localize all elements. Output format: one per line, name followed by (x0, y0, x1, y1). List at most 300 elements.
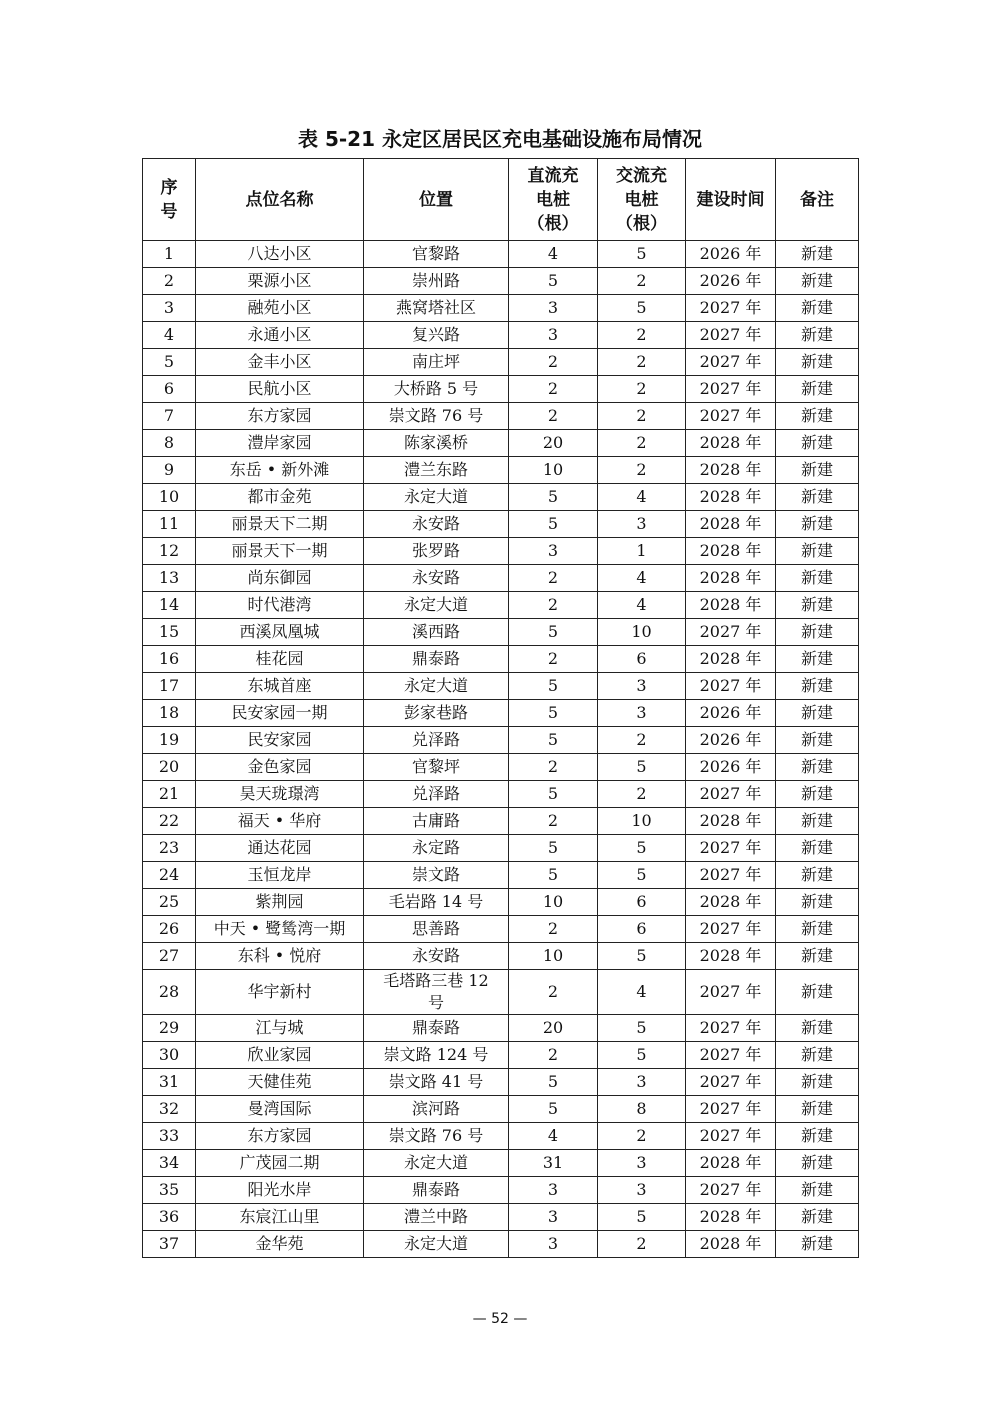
cell-ac: 3 (598, 700, 686, 727)
cell-note: 新建 (776, 565, 859, 592)
cell-location: 永定大道 (364, 1231, 509, 1258)
cell-time: 2027 年 (686, 1069, 776, 1096)
cell-note: 新建 (776, 673, 859, 700)
cell-no: 32 (143, 1096, 196, 1123)
cell-note: 新建 (776, 1231, 859, 1258)
cell-time: 2027 年 (686, 862, 776, 889)
cell-time: 2026 年 (686, 700, 776, 727)
cell-name: 金色家园 (196, 754, 364, 781)
cell-note: 新建 (776, 1204, 859, 1231)
cell-name: 天健佳苑 (196, 1069, 364, 1096)
table-body (143, 241, 859, 1258)
cell-location: 崇文路 76 号 (364, 403, 509, 430)
table-row (143, 889, 859, 916)
cell-note: 新建 (776, 619, 859, 646)
cell-note: 新建 (776, 862, 859, 889)
cell-location: 彭家巷路 (364, 700, 509, 727)
header-note: 备注 (776, 159, 859, 241)
cell-time: 2027 年 (686, 619, 776, 646)
cell-note: 新建 (776, 268, 859, 295)
cell-note: 新建 (776, 457, 859, 484)
page-number: — 52 — (472, 1311, 528, 1327)
cell-name: 东方家园 (196, 403, 364, 430)
table-row (143, 430, 859, 457)
cell-name: 广茂园二期 (196, 1150, 364, 1177)
cell-location: 官黎坪 (364, 754, 509, 781)
cell-dc: 5 (509, 1096, 598, 1123)
cell-no: 14 (143, 592, 196, 619)
cell-name: 澧岸家园 (196, 430, 364, 457)
cell-ac: 5 (598, 835, 686, 862)
cell-ac: 2 (598, 430, 686, 457)
cell-time: 2027 年 (686, 295, 776, 322)
cell-dc: 2 (509, 565, 598, 592)
cell-no: 5 (143, 349, 196, 376)
cell-dc: 2 (509, 1042, 598, 1069)
cell-ac: 4 (598, 592, 686, 619)
cell-name: 江与城 (196, 1015, 364, 1042)
cell-time: 2027 年 (686, 322, 776, 349)
cell-dc: 2 (509, 403, 598, 430)
cell-dc: 2 (509, 970, 598, 1015)
table-row (143, 808, 859, 835)
table-row (143, 376, 859, 403)
cell-time: 2028 年 (686, 511, 776, 538)
cell-ac: 2 (598, 322, 686, 349)
cell-note: 新建 (776, 484, 859, 511)
table-header-row (143, 159, 859, 241)
table-row (143, 781, 859, 808)
cell-ac: 2 (598, 376, 686, 403)
cell-no: 16 (143, 646, 196, 673)
cell-name: 东宸江山里 (196, 1204, 364, 1231)
cell-time: 2026 年 (686, 754, 776, 781)
cell-location: 大桥路 5 号 (364, 376, 509, 403)
cell-dc: 5 (509, 484, 598, 511)
table-row (143, 1204, 859, 1231)
table-row (143, 646, 859, 673)
cell-dc: 20 (509, 430, 598, 457)
header-dc: 直流充电桩（根） (509, 159, 598, 241)
cell-time: 2028 年 (686, 1231, 776, 1258)
cell-time: 2027 年 (686, 835, 776, 862)
cell-name: 阳光水岸 (196, 1177, 364, 1204)
table-row (143, 403, 859, 430)
cell-location: 陈家溪桥 (364, 430, 509, 457)
cell-dc: 10 (509, 889, 598, 916)
cell-name: 丽景天下一期 (196, 538, 364, 565)
cell-ac: 2 (598, 1123, 686, 1150)
cell-ac: 1 (598, 538, 686, 565)
cell-time: 2027 年 (686, 781, 776, 808)
cell-time: 2027 年 (686, 673, 776, 700)
cell-dc: 20 (509, 1015, 598, 1042)
cell-time: 2027 年 (686, 376, 776, 403)
cell-note: 新建 (776, 1069, 859, 1096)
cell-location: 兑泽路 (364, 781, 509, 808)
cell-location: 鼎泰路 (364, 1177, 509, 1204)
table-row (143, 1231, 859, 1258)
header-location: 位置 (364, 159, 509, 241)
cell-time: 2027 年 (686, 1096, 776, 1123)
cell-note: 新建 (776, 700, 859, 727)
cell-dc: 5 (509, 835, 598, 862)
cell-no: 26 (143, 916, 196, 943)
cell-name: 尚东御园 (196, 565, 364, 592)
cell-no: 31 (143, 1069, 196, 1096)
cell-name: 昊天珑璟湾 (196, 781, 364, 808)
cell-note: 新建 (776, 403, 859, 430)
cell-location: 崇文路 76 号 (364, 1123, 509, 1150)
cell-dc: 5 (509, 781, 598, 808)
cell-no: 3 (143, 295, 196, 322)
table-row (143, 295, 859, 322)
cell-dc: 2 (509, 592, 598, 619)
header-ac: 交流充电桩（根） (598, 159, 686, 241)
cell-location: 崇文路 (364, 862, 509, 889)
cell-no: 24 (143, 862, 196, 889)
cell-name: 东方家园 (196, 1123, 364, 1150)
cell-dc: 5 (509, 1069, 598, 1096)
table-row (143, 862, 859, 889)
cell-ac: 2 (598, 781, 686, 808)
cell-dc: 2 (509, 376, 598, 403)
cell-location: 崇文路 41 号 (364, 1069, 509, 1096)
cell-location: 兑泽路 (364, 727, 509, 754)
cell-no: 20 (143, 754, 196, 781)
cell-name: 桂花园 (196, 646, 364, 673)
cell-note: 新建 (776, 835, 859, 862)
cell-time: 2028 年 (686, 565, 776, 592)
cell-dc: 4 (509, 1123, 598, 1150)
cell-dc: 2 (509, 916, 598, 943)
cell-ac: 4 (598, 565, 686, 592)
cell-no: 7 (143, 403, 196, 430)
cell-time: 2028 年 (686, 592, 776, 619)
cell-dc: 5 (509, 862, 598, 889)
cell-name: 华宇新村 (196, 970, 364, 1015)
cell-ac: 2 (598, 349, 686, 376)
cell-ac: 5 (598, 1204, 686, 1231)
cell-time: 2027 年 (686, 1177, 776, 1204)
cell-ac: 8 (598, 1096, 686, 1123)
cell-note: 新建 (776, 727, 859, 754)
cell-note: 新建 (776, 430, 859, 457)
cell-name: 福天 • 华府 (196, 808, 364, 835)
cell-note: 新建 (776, 592, 859, 619)
table-row (143, 1123, 859, 1150)
cell-name: 民安家园 (196, 727, 364, 754)
cell-note: 新建 (776, 538, 859, 565)
cell-ac: 3 (598, 1069, 686, 1096)
table-row (143, 835, 859, 862)
cell-location: 古庸路 (364, 808, 509, 835)
cell-ac: 6 (598, 646, 686, 673)
cell-time: 2027 年 (686, 916, 776, 943)
cell-dc: 2 (509, 754, 598, 781)
cell-time: 2027 年 (686, 1015, 776, 1042)
cell-dc: 3 (509, 1177, 598, 1204)
cell-name: 民安家园一期 (196, 700, 364, 727)
cell-note: 新建 (776, 1123, 859, 1150)
cell-location: 思善路 (364, 916, 509, 943)
cell-location: 毛岩路 14 号 (364, 889, 509, 916)
cell-time: 2027 年 (686, 403, 776, 430)
cell-ac: 6 (598, 889, 686, 916)
cell-name: 融苑小区 (196, 295, 364, 322)
cell-dc: 5 (509, 700, 598, 727)
cell-time: 2028 年 (686, 889, 776, 916)
cell-time: 2028 年 (686, 1150, 776, 1177)
cell-dc: 5 (509, 511, 598, 538)
cell-no: 35 (143, 1177, 196, 1204)
cell-dc: 4 (509, 241, 598, 268)
cell-time: 2027 年 (686, 970, 776, 1015)
cell-no: 12 (143, 538, 196, 565)
cell-note: 新建 (776, 295, 859, 322)
cell-ac: 5 (598, 1015, 686, 1042)
cell-ac: 4 (598, 970, 686, 1015)
cell-dc: 2 (509, 646, 598, 673)
cell-time: 2028 年 (686, 538, 776, 565)
table-row (143, 457, 859, 484)
cell-name: 金丰小区 (196, 349, 364, 376)
cell-note: 新建 (776, 808, 859, 835)
header-name: 点位名称 (196, 159, 364, 241)
cell-dc: 3 (509, 538, 598, 565)
cell-dc: 3 (509, 1204, 598, 1231)
cell-location: 鼎泰路 (364, 1015, 509, 1042)
cell-location: 崇州路 (364, 268, 509, 295)
cell-no: 6 (143, 376, 196, 403)
cell-dc: 31 (509, 1150, 598, 1177)
cell-name: 都市金苑 (196, 484, 364, 511)
cell-ac: 2 (598, 403, 686, 430)
cell-time: 2028 年 (686, 1204, 776, 1231)
cell-note: 新建 (776, 1177, 859, 1204)
cell-no: 34 (143, 1150, 196, 1177)
cell-location (364, 970, 509, 1015)
cell-note: 新建 (776, 970, 859, 1015)
cell-ac: 5 (598, 862, 686, 889)
cell-location: 永安路 (364, 511, 509, 538)
cell-location: 溪西路 (364, 619, 509, 646)
cell-location: 永定大道 (364, 592, 509, 619)
cell-note: 新建 (776, 349, 859, 376)
cell-name: 东城首座 (196, 673, 364, 700)
cell-no: 9 (143, 457, 196, 484)
cell-no: 15 (143, 619, 196, 646)
cell-time: 2027 年 (686, 349, 776, 376)
cell-dc: 5 (509, 619, 598, 646)
cell-note: 新建 (776, 916, 859, 943)
table-row (143, 754, 859, 781)
cell-name: 欣业家园 (196, 1042, 364, 1069)
header-time: 建设时间 (686, 159, 776, 241)
cell-no: 25 (143, 889, 196, 916)
cell-dc: 10 (509, 943, 598, 970)
table-row (143, 1069, 859, 1096)
cell-no: 22 (143, 808, 196, 835)
cell-ac: 5 (598, 754, 686, 781)
cell-location: 永定大道 (364, 1150, 509, 1177)
cell-ac: 2 (598, 457, 686, 484)
cell-note: 新建 (776, 646, 859, 673)
cell-note: 新建 (776, 1150, 859, 1177)
cell-ac: 10 (598, 619, 686, 646)
cell-time: 2027 年 (686, 1123, 776, 1150)
cell-dc: 5 (509, 727, 598, 754)
cell-note: 新建 (776, 781, 859, 808)
cell-no: 1 (143, 241, 196, 268)
cell-time: 2028 年 (686, 484, 776, 511)
cell-time: 2026 年 (686, 268, 776, 295)
cell-time: 2028 年 (686, 430, 776, 457)
header-no: 序号 (143, 159, 196, 241)
table-row (143, 322, 859, 349)
cell-ac: 2 (598, 268, 686, 295)
cell-no: 17 (143, 673, 196, 700)
cell-ac: 2 (598, 727, 686, 754)
table-row (143, 484, 859, 511)
cell-name: 紫荆园 (196, 889, 364, 916)
cell-no: 10 (143, 484, 196, 511)
table-row (143, 592, 859, 619)
table-row (143, 943, 859, 970)
cell-no: 19 (143, 727, 196, 754)
cell-location: 滨河路 (364, 1096, 509, 1123)
table-row (143, 349, 859, 376)
table-row (143, 673, 859, 700)
cell-no: 23 (143, 835, 196, 862)
cell-no: 21 (143, 781, 196, 808)
cell-ac: 3 (598, 511, 686, 538)
cell-no: 27 (143, 943, 196, 970)
cell-time: 2026 年 (686, 241, 776, 268)
cell-name: 东科 • 悦府 (196, 943, 364, 970)
cell-ac: 5 (598, 295, 686, 322)
cell-name: 通达花园 (196, 835, 364, 862)
cell-no: 33 (143, 1123, 196, 1150)
cell-ac: 4 (598, 484, 686, 511)
cell-ac: 10 (598, 808, 686, 835)
cell-name: 丽景天下二期 (196, 511, 364, 538)
cell-time: 2027 年 (686, 1042, 776, 1069)
cell-name: 西溪凤凰城 (196, 619, 364, 646)
cell-no: 36 (143, 1204, 196, 1231)
cell-name: 栗源小区 (196, 268, 364, 295)
cell-location: 澧兰中路 (364, 1204, 509, 1231)
table-row (143, 1096, 859, 1123)
cell-location: 永安路 (364, 943, 509, 970)
cell-dc: 3 (509, 295, 598, 322)
cell-location: 永定路 (364, 835, 509, 862)
cell-dc: 2 (509, 349, 598, 376)
cell-location-text: 毛塔路三巷 12 号 (383, 971, 489, 1012)
cell-name: 东岳 • 新外滩 (196, 457, 364, 484)
cell-name: 金华苑 (196, 1231, 364, 1258)
table-row (143, 268, 859, 295)
table-row (143, 1177, 859, 1204)
cell-no: 29 (143, 1015, 196, 1042)
cell-name: 八达小区 (196, 241, 364, 268)
cell-location: 永定大道 (364, 673, 509, 700)
cell-no: 28 (143, 970, 196, 1015)
cell-location: 崇文路 124 号 (364, 1042, 509, 1069)
cell-location: 张罗路 (364, 538, 509, 565)
cell-location: 鼎泰路 (364, 646, 509, 673)
cell-dc: 5 (509, 673, 598, 700)
cell-no: 13 (143, 565, 196, 592)
cell-name: 民航小区 (196, 376, 364, 403)
cell-no: 18 (143, 700, 196, 727)
cell-location: 永定大道 (364, 484, 509, 511)
cell-no: 37 (143, 1231, 196, 1258)
table-row (143, 970, 859, 1015)
cell-location: 复兴路 (364, 322, 509, 349)
table-row (143, 1015, 859, 1042)
cell-ac: 2 (598, 1231, 686, 1258)
cell-note: 新建 (776, 511, 859, 538)
cell-dc: 3 (509, 322, 598, 349)
table-row (143, 700, 859, 727)
table-row (143, 565, 859, 592)
table-row (143, 619, 859, 646)
cell-no: 30 (143, 1042, 196, 1069)
cell-ac: 3 (598, 673, 686, 700)
cell-no: 2 (143, 268, 196, 295)
table-row (143, 916, 859, 943)
cell-time: 2028 年 (686, 808, 776, 835)
cell-note: 新建 (776, 322, 859, 349)
cell-note: 新建 (776, 1042, 859, 1069)
cell-name: 永通小区 (196, 322, 364, 349)
cell-location: 燕窝塔社区 (364, 295, 509, 322)
cell-name: 曼湾国际 (196, 1096, 364, 1123)
cell-dc: 3 (509, 1231, 598, 1258)
cell-dc: 5 (509, 268, 598, 295)
cell-ac: 3 (598, 1177, 686, 1204)
cell-note: 新建 (776, 376, 859, 403)
cell-location: 永安路 (364, 565, 509, 592)
cell-note: 新建 (776, 754, 859, 781)
table-row (143, 1150, 859, 1177)
table-row (143, 727, 859, 754)
cell-dc: 10 (509, 457, 598, 484)
cell-note: 新建 (776, 889, 859, 916)
cell-location: 澧兰东路 (364, 457, 509, 484)
cell-dc: 2 (509, 808, 598, 835)
cell-note: 新建 (776, 241, 859, 268)
cell-ac: 6 (598, 916, 686, 943)
cell-name: 时代港湾 (196, 592, 364, 619)
cell-ac: 5 (598, 1042, 686, 1069)
cell-time: 2028 年 (686, 646, 776, 673)
cell-location: 官黎路 (364, 241, 509, 268)
table-row (143, 1042, 859, 1069)
cell-no: 11 (143, 511, 196, 538)
cell-no: 8 (143, 430, 196, 457)
table-row (143, 538, 859, 565)
cell-name: 中天 • 鹭鸶湾一期 (196, 916, 364, 943)
cell-time: 2028 年 (686, 457, 776, 484)
cell-no: 4 (143, 322, 196, 349)
cell-note: 新建 (776, 943, 859, 970)
cell-note: 新建 (776, 1096, 859, 1123)
table-row (143, 241, 859, 268)
cell-ac: 3 (598, 1150, 686, 1177)
cell-ac: 5 (598, 241, 686, 268)
